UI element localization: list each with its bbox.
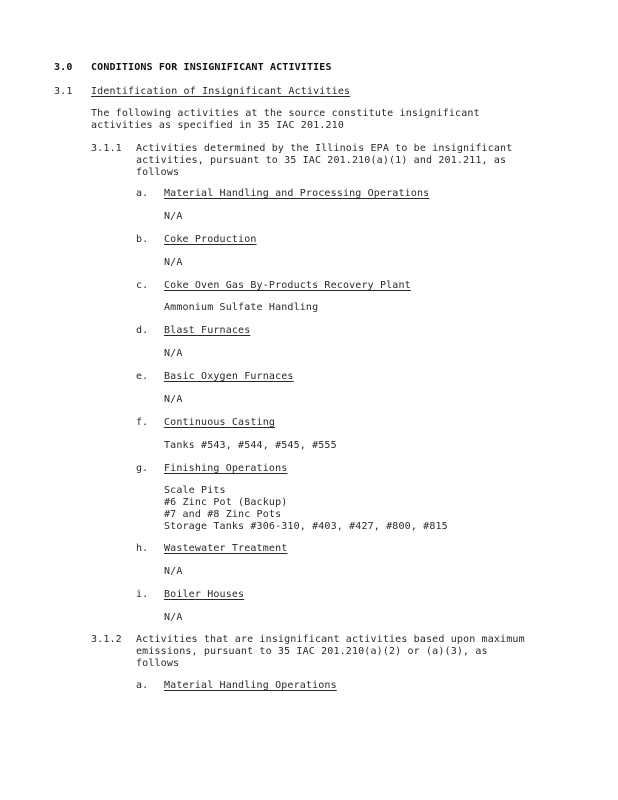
section-number: 3.0 xyxy=(54,62,73,73)
group-e-letter: e. xyxy=(136,371,149,382)
group-b-letter: b. xyxy=(136,234,149,245)
group-g-detail-3: #7 and #8 Zinc Pots xyxy=(164,509,282,520)
item-311-line-3: follows xyxy=(136,167,180,178)
group-h-title: Wastewater Treatment xyxy=(164,543,288,554)
group-g-detail-2: #6 Zinc Pot (Backup) xyxy=(164,497,288,508)
group-c-detail: Ammonium Sulfate Handling xyxy=(164,302,319,313)
group-d-detail: N/A xyxy=(164,348,183,359)
item-312-group-a-title: Material Handling Operations xyxy=(164,680,337,691)
group-a-title: Material Handling and Processing Operations xyxy=(164,188,430,199)
item-312-group-a-letter: a. xyxy=(136,680,149,691)
section-title: CONDITIONS FOR INSIGNIFICANT ACTIVITIES xyxy=(91,62,332,73)
group-b-title: Coke Production xyxy=(164,234,257,245)
group-f-title: Continuous Casting xyxy=(164,417,276,428)
item-311-line-2: activities, pursuant to 35 IAC 201.210(a)(1) and 201.211, as xyxy=(136,155,507,166)
group-f-letter: f. xyxy=(136,417,149,428)
group-a-letter: a. xyxy=(136,188,149,199)
item-311-number: 3.1.1 xyxy=(91,143,122,154)
group-g-title: Finishing Operations xyxy=(164,463,288,474)
item-312-line-2: emissions, pursuant to 35 IAC 201.210(a)(2) or (a)(3), as xyxy=(136,646,488,657)
intro-line-2: activities as specified in 35 IAC 201.210 xyxy=(91,120,344,131)
group-i-title: Boiler Houses xyxy=(164,589,245,600)
group-a-detail: N/A xyxy=(164,211,183,222)
item-312-line-1: Activities that are insignificant activities based upon maximum xyxy=(136,634,525,645)
group-f-detail: Tanks #543, #544, #545, #555 xyxy=(164,440,337,451)
group-g-detail-1: Scale Pits xyxy=(164,485,226,496)
item-312-line-3: follows xyxy=(136,658,180,669)
intro-line-1: The following activities at the source constitute insignificant xyxy=(91,108,480,119)
subsection-title: Identification of Insignificant Activities xyxy=(91,86,351,97)
group-c-title: Coke Oven Gas By-Products Recovery Plant xyxy=(164,280,411,291)
group-g-letter: g. xyxy=(136,463,149,474)
item-312-number: 3.1.2 xyxy=(91,634,122,645)
group-h-detail: N/A xyxy=(164,566,183,577)
group-c-letter: c. xyxy=(136,280,149,291)
item-311-line-1: Activities determined by the Illinois EPA to be insignificant xyxy=(136,143,513,154)
group-b-detail: N/A xyxy=(164,257,183,268)
group-i-detail: N/A xyxy=(164,612,183,623)
group-d-letter: d. xyxy=(136,325,149,336)
group-e-title: Basic Oxygen Furnaces xyxy=(164,371,294,382)
group-d-title: Blast Furnaces xyxy=(164,325,251,336)
subsection-number: 3.1 xyxy=(54,86,73,97)
group-h-letter: h. xyxy=(136,543,149,554)
group-e-detail: N/A xyxy=(164,394,183,405)
group-g-detail-4: Storage Tanks #306-310, #403, #427, #800, #815 xyxy=(164,521,448,532)
group-i-letter: i. xyxy=(136,589,149,600)
